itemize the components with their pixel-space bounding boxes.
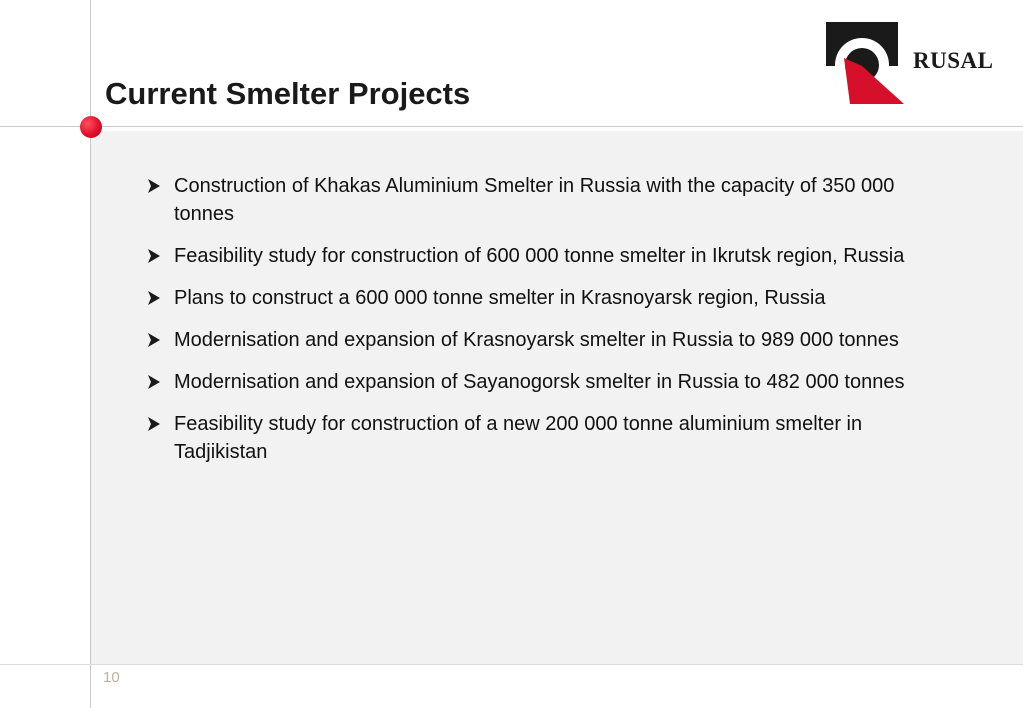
arrowhead-icon	[146, 173, 162, 199]
footer-divider	[0, 664, 1023, 665]
list-item	[146, 368, 936, 396]
page-number: 10	[103, 669, 120, 686]
bullet-text: Modernisation and expansion of Krasnoyarsk smelter in Russia to 989 000 tonnes	[174, 329, 899, 351]
list-item	[146, 284, 936, 312]
bullet-text: Feasibility study for construction of a new 200 000 tonne aluminium smelter in Tadjikistan	[174, 413, 863, 463]
rusal-logo-mark-icon	[826, 22, 906, 108]
slide-title: Current Smelter Projects	[105, 76, 471, 111]
accent-dot	[80, 116, 102, 138]
bullet-list	[146, 172, 936, 480]
bullet-text: Plans to construct a 600 000 tonne smelter in Krasnoyarsk region, Russia	[174, 287, 826, 309]
bullet-text: Feasibility study for construction of 600 000 tonne smelter in Ikrutsk region, Russia	[174, 245, 905, 267]
list-item	[146, 172, 936, 228]
list-item	[146, 242, 936, 270]
arrowhead-icon	[146, 369, 162, 395]
rusal-wordmark: RUSAL	[913, 48, 994, 73]
bullet-text: Construction of Khakas Aluminium Smelter in Russia with the capacity of 350 000 tonnes	[174, 175, 895, 225]
bullet-text: Modernisation and expansion of Sayanogorsk smelter in Russia to 482 000 tonnes	[174, 371, 905, 393]
arrowhead-icon	[146, 411, 162, 437]
list-item	[146, 326, 936, 354]
arrowhead-icon	[146, 285, 162, 311]
arrowhead-icon	[146, 327, 162, 353]
arrowhead-icon	[146, 243, 162, 269]
header-divider	[0, 126, 1023, 127]
rusal-logo	[826, 22, 1006, 108]
list-item	[146, 410, 936, 466]
